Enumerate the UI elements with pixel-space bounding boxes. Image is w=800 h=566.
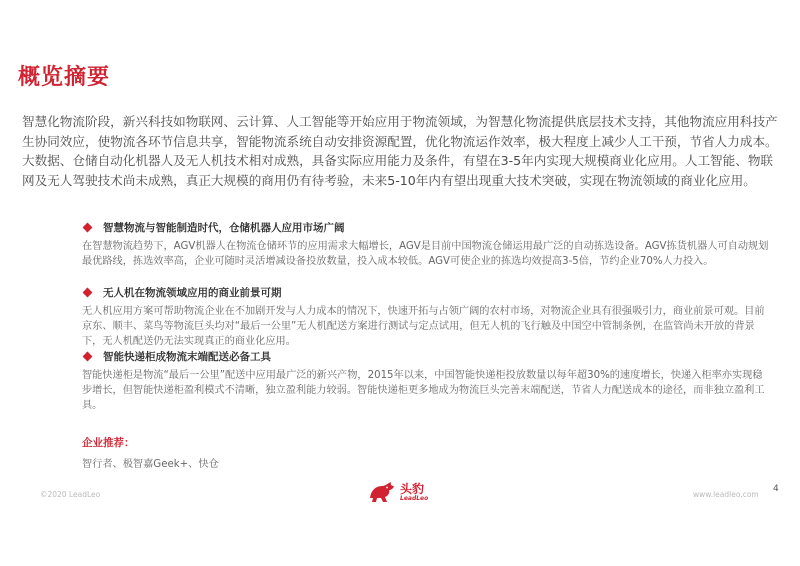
section-title: 智慧物流与智能制造时代，仓储机器人应用市场广阔 bbox=[103, 221, 345, 234]
section-body: 在智慧物流趋势下，AGV机器人在物流仓储环节的应用需求大幅增长，AGV是目前中国物流仓储运用最广泛的自动拣选设备。AGV拣货机器人可自动规划最优路线，拣选效率高，企业可随时灵活增减设备投放数量，投入成本较低。AGV可使企业的拣选均效提高3-5倍，节约企业70%人力投入。 bbox=[82, 241, 769, 268]
diamond-bullet-icon bbox=[83, 222, 93, 232]
section-agv bbox=[82, 219, 782, 269]
recommend-label: 企业推荐： bbox=[82, 437, 135, 449]
footer-copyright: ©2020 LeadLeo bbox=[40, 490, 101, 499]
section-title: 智能快递柜成物流末端配送必备工具 bbox=[103, 350, 271, 363]
footer-website: www.leadleo.com bbox=[693, 490, 759, 499]
section-body: 智能快递柜是物流“最后一公里”配送中应用最广泛的新兴产物，2015年以来，中国智能快递柜投放数量以每年超30%的速度增长，快递入柜率亦实现稳步增长，但智能快递柜盈利模式不清晰，独立盈利能力较弱。智能快递柜更多地成为物流巨头完善末端配送，节省人力配送成本的途径，而非独立盈利工具。 bbox=[82, 370, 765, 412]
page-number: 4 bbox=[773, 484, 779, 494]
footer-logo bbox=[367, 480, 428, 504]
section-drone bbox=[82, 284, 782, 350]
section-title: 无人机在物流领域应用的商业前景可期 bbox=[103, 286, 282, 299]
logo-english-name: LeadLeo bbox=[400, 494, 429, 502]
diamond-bullet-icon bbox=[83, 287, 93, 297]
page-title: 概览摘要 bbox=[18, 65, 111, 90]
intro-paragraph: 智慧化物流阶段，新兴科技如物联网、云计算、人工智能等开始应用于物流领域，为智慧化物流提供底层技术支持，其他物流应用科技产生协同效应，使物流各环节信息共享，智能物流系统自动安排资源配置，优化物流运作效率，极大程度上减少人工干预，节省人力成本。大数据、仓储自动化机器人及无人机技术相对成熟，具备实际应用能力及条件，有望在3-5年内实现大规模商业化应用。人工智能、物联网及无人驾驶技术尚未成熟，真正大规模的商用仍有待考验，未来5-10年内有望出现重大技术突破，实现在物流领域的商业化应用。 bbox=[22, 114, 778, 188]
recommend-companies: 智行者、极智嘉Geek+、快仓 bbox=[82, 459, 219, 470]
leadleo-logo-icon bbox=[367, 480, 397, 504]
diamond-bullet-icon bbox=[83, 351, 93, 361]
section-body: 无人机应用方案可帮助物流企业在不加剧开发与人力成本的情况下，快速开拓与占领广阔的农村市场，对物流企业具有很强吸引力，商业前景可观。目前京东、顺丰、菜鸟等物流巨头均对“最后一公里”无人机配送方案进行测试与定点试用，但无人机的飞行触及中国空中管制条例，在监管尚未开放的背景下，无人机配送仍无法实现真正的商业化应用。 bbox=[82, 306, 765, 348]
section-locker bbox=[82, 348, 782, 414]
logo-chinese-name: 头豹 bbox=[400, 481, 425, 496]
